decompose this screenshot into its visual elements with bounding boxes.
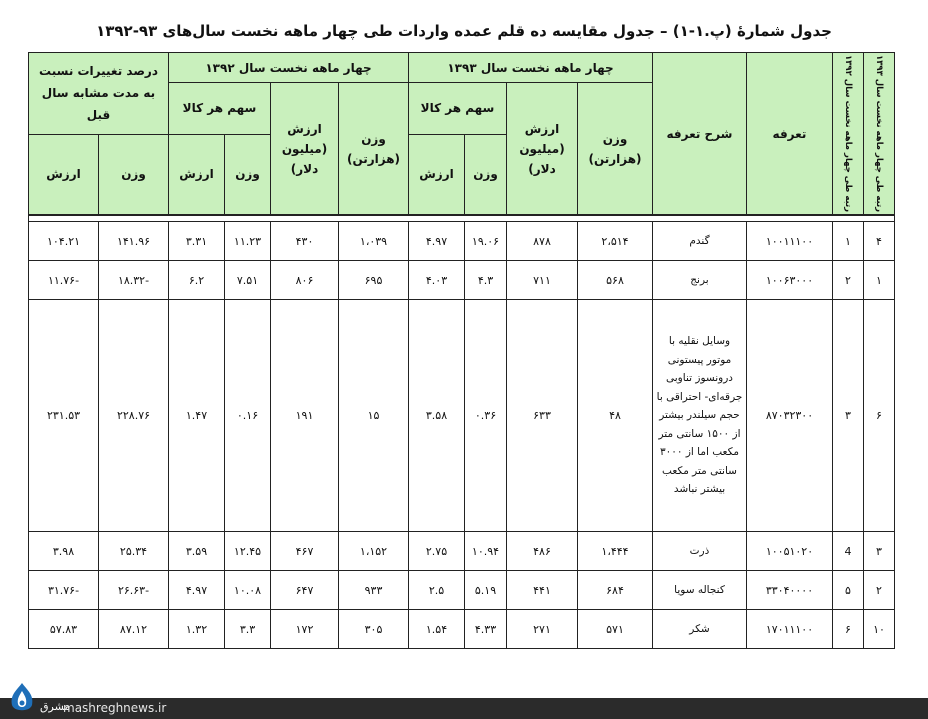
cell-share-weight-92: ۱۱.۲۳ [225, 222, 271, 261]
cell-share-weight-92: ۱۲.۴۵ [225, 532, 271, 571]
cell-value-92: ۶۴۷ [271, 571, 339, 610]
cell-value-92: ۱۹۱ [271, 300, 339, 532]
cell-share-value-92: ۳.۳۱ [169, 222, 225, 261]
header-change-weight: وزن [99, 134, 169, 215]
header-change: درصد تغییرات نسبت به مدت مشابه سال قبل [29, 53, 169, 135]
cell-rank93: ۴ [864, 222, 895, 261]
cell-rank93: ۶ [864, 300, 895, 532]
table-row [29, 222, 895, 261]
mashregh-logo-icon [6, 681, 38, 715]
cell-change-weight: ۲۲۸.۷۶ [99, 300, 169, 532]
cell-change-weight: ۱۴۱.۹۶ [99, 222, 169, 261]
cell-change-value: ۵۷.۸۳ [29, 610, 99, 649]
cell-tariff: ۱۰۰۶۳۰۰۰ [747, 261, 833, 300]
cell-rank92: ۱ [833, 222, 864, 261]
cell-rank93: ۲ [864, 571, 895, 610]
cell-tariff: ۱۷۰۱۱۱۰۰ [747, 610, 833, 649]
page-title: جدول شمارۀ (پ.۱-۱) – جدول مقایسه ده قلم عمده واردات طی چهار ماهه نخست سال‌های ۹۳-۱۳۹۲ [96, 22, 832, 40]
cell-description: وسایل نقلیه با موتور پیستونی درونسوز تناوبی جرقه‌ای- احتراقی با حجم سیلندر بیشتر از ۱۵۰۰ سانتی متر مکعب اما از ۳۰۰۰ سانتی متر مکعب بیشتر نباشد [653, 300, 747, 532]
cell-tariff: ۱۰۰۱۱۱۰۰ [747, 222, 833, 261]
imports-table-wrapper [28, 52, 895, 649]
cell-share-value-93: ۲.۷۵ [409, 532, 465, 571]
cell-share-value-92: ۳.۵۹ [169, 532, 225, 571]
cell-share-weight-93: ۴.۳۳ [465, 610, 507, 649]
cell-share-weight-92: ۰.۱۶ [225, 300, 271, 532]
cell-share-value-93: ۴.۰۳ [409, 261, 465, 300]
cell-change-weight: ۲۵.۳۴ [99, 532, 169, 571]
cell-rank92: ۳ [833, 300, 864, 532]
cell-share-value-93: ۳.۵۸ [409, 300, 465, 532]
cell-weight-93: ۵۷۱ [578, 610, 653, 649]
cell-weight-92: ۱۵ [339, 300, 409, 532]
cell-description: ذرت [653, 532, 747, 571]
header-tariff: تعرفه [747, 53, 833, 216]
cell-value-93: ۴۸۶ [507, 532, 578, 571]
cell-weight-92: ۶۹۵ [339, 261, 409, 300]
header-weight-93: وزن (هزارتن) [578, 83, 653, 216]
cell-share-weight-92: ۷.۵۱ [225, 261, 271, 300]
cell-change-value: ۱۰۴.۲۱ [29, 222, 99, 261]
cell-tariff: ۳۳۰۴۰۰۰۰ [747, 571, 833, 610]
cell-weight-92: ۹۳۳ [339, 571, 409, 610]
cell-change-value: -۳۱.۷۶ [29, 571, 99, 610]
cell-share-value-93: ۴.۹۷ [409, 222, 465, 261]
cell-weight-93: ۴۸ [578, 300, 653, 532]
cell-share-value-93: ۱.۵۴ [409, 610, 465, 649]
cell-rank92: ۶ [833, 610, 864, 649]
cell-share-value-92: ۴.۹۷ [169, 571, 225, 610]
table-row [29, 610, 895, 649]
cell-value-92: ۱۷۲ [271, 610, 339, 649]
header-description: شرح تعرفه [653, 53, 747, 216]
cell-value-93: ۷۱۱ [507, 261, 578, 300]
cell-change-weight: -۲۶.۶۳ [99, 571, 169, 610]
cell-share-weight-92: ۳.۳ [225, 610, 271, 649]
cell-rank93: ۳ [864, 532, 895, 571]
header-rank92: رتبه طی چهار ماهه نخست سال ۱۳۹۲ [833, 53, 864, 216]
cell-change-weight: -۱۸.۳۲ [99, 261, 169, 300]
cell-weight-93: ۱،۴۴۴ [578, 532, 653, 571]
cell-weight-92: ۱،۰۳۹ [339, 222, 409, 261]
cell-weight-92: ۳۰۵ [339, 610, 409, 649]
header-period-1392: چهار ماهه نخست سال ۱۳۹۲ [169, 53, 409, 83]
header-share-92: سهم هر کالا [169, 83, 271, 135]
cell-share-weight-93: ۰.۳۶ [465, 300, 507, 532]
header-change-value: ارزش [29, 134, 99, 215]
table-body [29, 222, 895, 649]
cell-weight-93: ۵۶۸ [578, 261, 653, 300]
header-period-1393: چهار ماهه نخست سال ۱۳۹۳ [409, 53, 653, 83]
cell-rank92: ۲ [833, 261, 864, 300]
cell-share-weight-92: ۱۰.۰۸ [225, 571, 271, 610]
cell-value-93: ۴۴۱ [507, 571, 578, 610]
header-value-92: ارزش (میلیون دلار) [271, 83, 339, 216]
header-weight-92: وزن (هزارتن) [339, 83, 409, 216]
cell-value-93: ۲۷۱ [507, 610, 578, 649]
cell-share-value-93: ۲.۵ [409, 571, 465, 610]
header-share-weight-93: وزن [465, 134, 507, 215]
cell-weight-93: ۲،۵۱۴ [578, 222, 653, 261]
cell-value-93: ۶۳۳ [507, 300, 578, 532]
cell-value-93: ۸۷۸ [507, 222, 578, 261]
cell-description: شکر [653, 610, 747, 649]
header-rank93: رتبه طی چهار ماهه نخست سال ۱۳۹۳ [864, 53, 895, 216]
cell-value-92: ۸۰۶ [271, 261, 339, 300]
cell-change-value: -۱۱.۷۶ [29, 261, 99, 300]
cell-description: برنج [653, 261, 747, 300]
cell-share-weight-93: ۱۹.۰۶ [465, 222, 507, 261]
cell-change-weight: ۸۷.۱۲ [99, 610, 169, 649]
table-row [29, 300, 895, 532]
cell-weight-93: ۶۸۴ [578, 571, 653, 610]
brand-name: مشرق [40, 700, 71, 713]
header-share-value-92: ارزش [169, 134, 225, 215]
cell-weight-92: ۱،۱۵۲ [339, 532, 409, 571]
cell-rank92: ۵ [833, 571, 864, 610]
cell-share-weight-93: ۱۰.۹۴ [465, 532, 507, 571]
cell-tariff: ۸۷۰۳۲۳۰۰ [747, 300, 833, 532]
cell-value-92: ۴۶۷ [271, 532, 339, 571]
header-share-weight-92: وزن [225, 134, 271, 215]
header-share-value-93: ارزش [409, 134, 465, 215]
cell-share-weight-93: ۴.۳ [465, 261, 507, 300]
header-share-93: سهم هر کالا [409, 83, 507, 135]
cell-description: کنجاله سویا [653, 571, 747, 610]
imports-table [28, 52, 895, 649]
table-row [29, 261, 895, 300]
header-value-93: ارزش (میلیون دلار) [507, 83, 578, 216]
footer-bar [0, 698, 928, 719]
table-row [29, 532, 895, 571]
cell-rank92: 4 [833, 532, 864, 571]
cell-share-value-92: ۶.۲ [169, 261, 225, 300]
cell-description: گندم [653, 222, 747, 261]
cell-share-value-92: ۱.۳۲ [169, 610, 225, 649]
cell-share-value-92: ۱.۴۷ [169, 300, 225, 532]
site-url[interactable]: mashreghnews.ir [63, 701, 167, 715]
cell-change-value: ۳.۹۸ [29, 532, 99, 571]
cell-rank93: ۱۰ [864, 610, 895, 649]
cell-share-weight-93: ۵.۱۹ [465, 571, 507, 610]
cell-value-92: ۴۳۰ [271, 222, 339, 261]
table-row [29, 571, 895, 610]
cell-tariff: ۱۰۰۵۱۰۲۰ [747, 532, 833, 571]
cell-change-value: ۲۳۱.۵۳ [29, 300, 99, 532]
cell-rank93: ۱ [864, 261, 895, 300]
